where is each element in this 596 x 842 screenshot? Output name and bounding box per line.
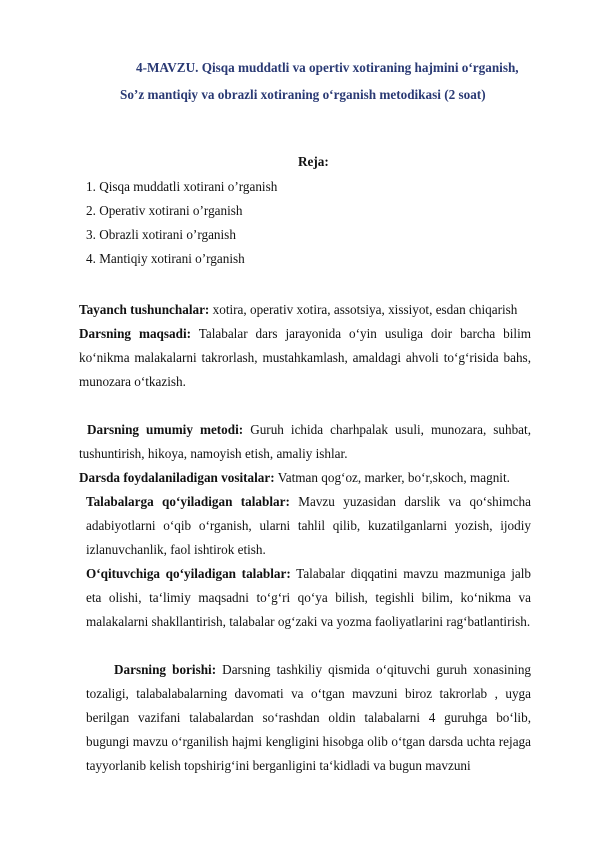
lesson-goal-label: Darsning maqsadi: — [79, 326, 192, 341]
lesson-tools-paragraph — [79, 466, 531, 490]
plan-item-3: 3. Obrazli xotirani o’rganish — [86, 227, 236, 242]
plan-heading: Reja: — [298, 154, 329, 169]
lesson-method-paragraph — [79, 418, 531, 466]
student-requirements-label: Talabalarga qo‘yiladigan talablar: — [86, 494, 290, 509]
lesson-progress-text: Darsning tashkiliy qismida o‘qituvchi guruh xonasining tozaligi, talabalabalarning davomati va o‘tgan mavzuni biroz takrorlab , uyga berilgan vazifani talabalardan so‘rashdan oldin talabalarni 4 guruhga bo‘lib, bugungi mavzu o‘rganilish hajmi kengligini hisobga olib o‘tgan darsda uchta rejaga tayyorlanib kelish topshirig‘ini berganligini ta‘kidladi va bugun mavzuni — [86, 662, 532, 773]
student-requirements-paragraph — [86, 490, 531, 562]
key-concepts-label: Tayanch tushunchalar: — [79, 302, 210, 317]
lesson-progress-paragraph — [86, 658, 531, 778]
teacher-requirements-paragraph — [86, 562, 531, 634]
key-concepts-text: xotira, operativ xotira, assotsiya, xissiyot, esdan chiqarish — [209, 302, 518, 317]
plan-list — [86, 179, 277, 275]
teacher-requirements-label: O‘qituvchiga qo‘yiladigan talablar: — [86, 566, 291, 581]
lesson-tools-text: Vatman qog‘oz, marker, bo‘r,skoch, magnit. — [274, 470, 510, 485]
lesson-tools-label: Darsda foydalaniladigan vositalar: — [79, 470, 275, 485]
plan-item-4: 4. Mantiqiy xotirani o’rganish — [86, 251, 245, 266]
topic-title-line-2: So’z mantiqiy va obrazli xotiraning o‘rganish metodikasi (2 soat) — [120, 87, 486, 102]
lesson-method-label: Darsning umumiy metodi: — [87, 422, 244, 437]
lesson-goal-text: Talabalar dars jarayonida o‘yin usuliga doir barcha bilim ko‘nikma malakalarni takrorlash, mustahkamlash, amaldagi ahvoli to‘g‘risida bahs, munozara o‘tkazish. — [79, 326, 532, 389]
topic-title-line-1: 4-MAVZU. Qisqa muddatli va opertiv xotiraning hajmini o‘rganish, — [136, 60, 519, 75]
lesson-method-text: Guruh ichida charhpalak usuli, munozara, suhbat, tushuntirish, hikoya, namoyish etish, amaliy ishlar. — [79, 422, 531, 461]
student-requirements-text: Mavzu yuzasidan darslik va qo‘shimcha adabiyotlarni o‘qib o‘rganish, ularni tahlil qilib, kuzatilganlarni yozish, ijodiy izlanuvchanlik, faol ishtirok etish. — [86, 494, 531, 557]
key-concepts-paragraph — [79, 298, 519, 322]
plan-item-1: 1. Qisqa muddatli xotirani o’rganish — [86, 179, 278, 194]
lesson-progress-label: Darsning borishi: — [114, 662, 217, 677]
teacher-requirements-text: Talabalar diqqatini mavzu mazmuniga jalb eta olishi, ta‘limiy maqsadni to‘g‘ri qo‘ya bilish, tegishli bilim, ko‘nikma va malakalarni shakllantirish, talabalar og‘zaki va yozma faoliyatlarini rag‘batlantirish. — [86, 566, 531, 629]
plan-item-2: 2. Operativ xotirani o’rganish — [86, 203, 243, 218]
lesson-goal-paragraph — [79, 322, 531, 394]
